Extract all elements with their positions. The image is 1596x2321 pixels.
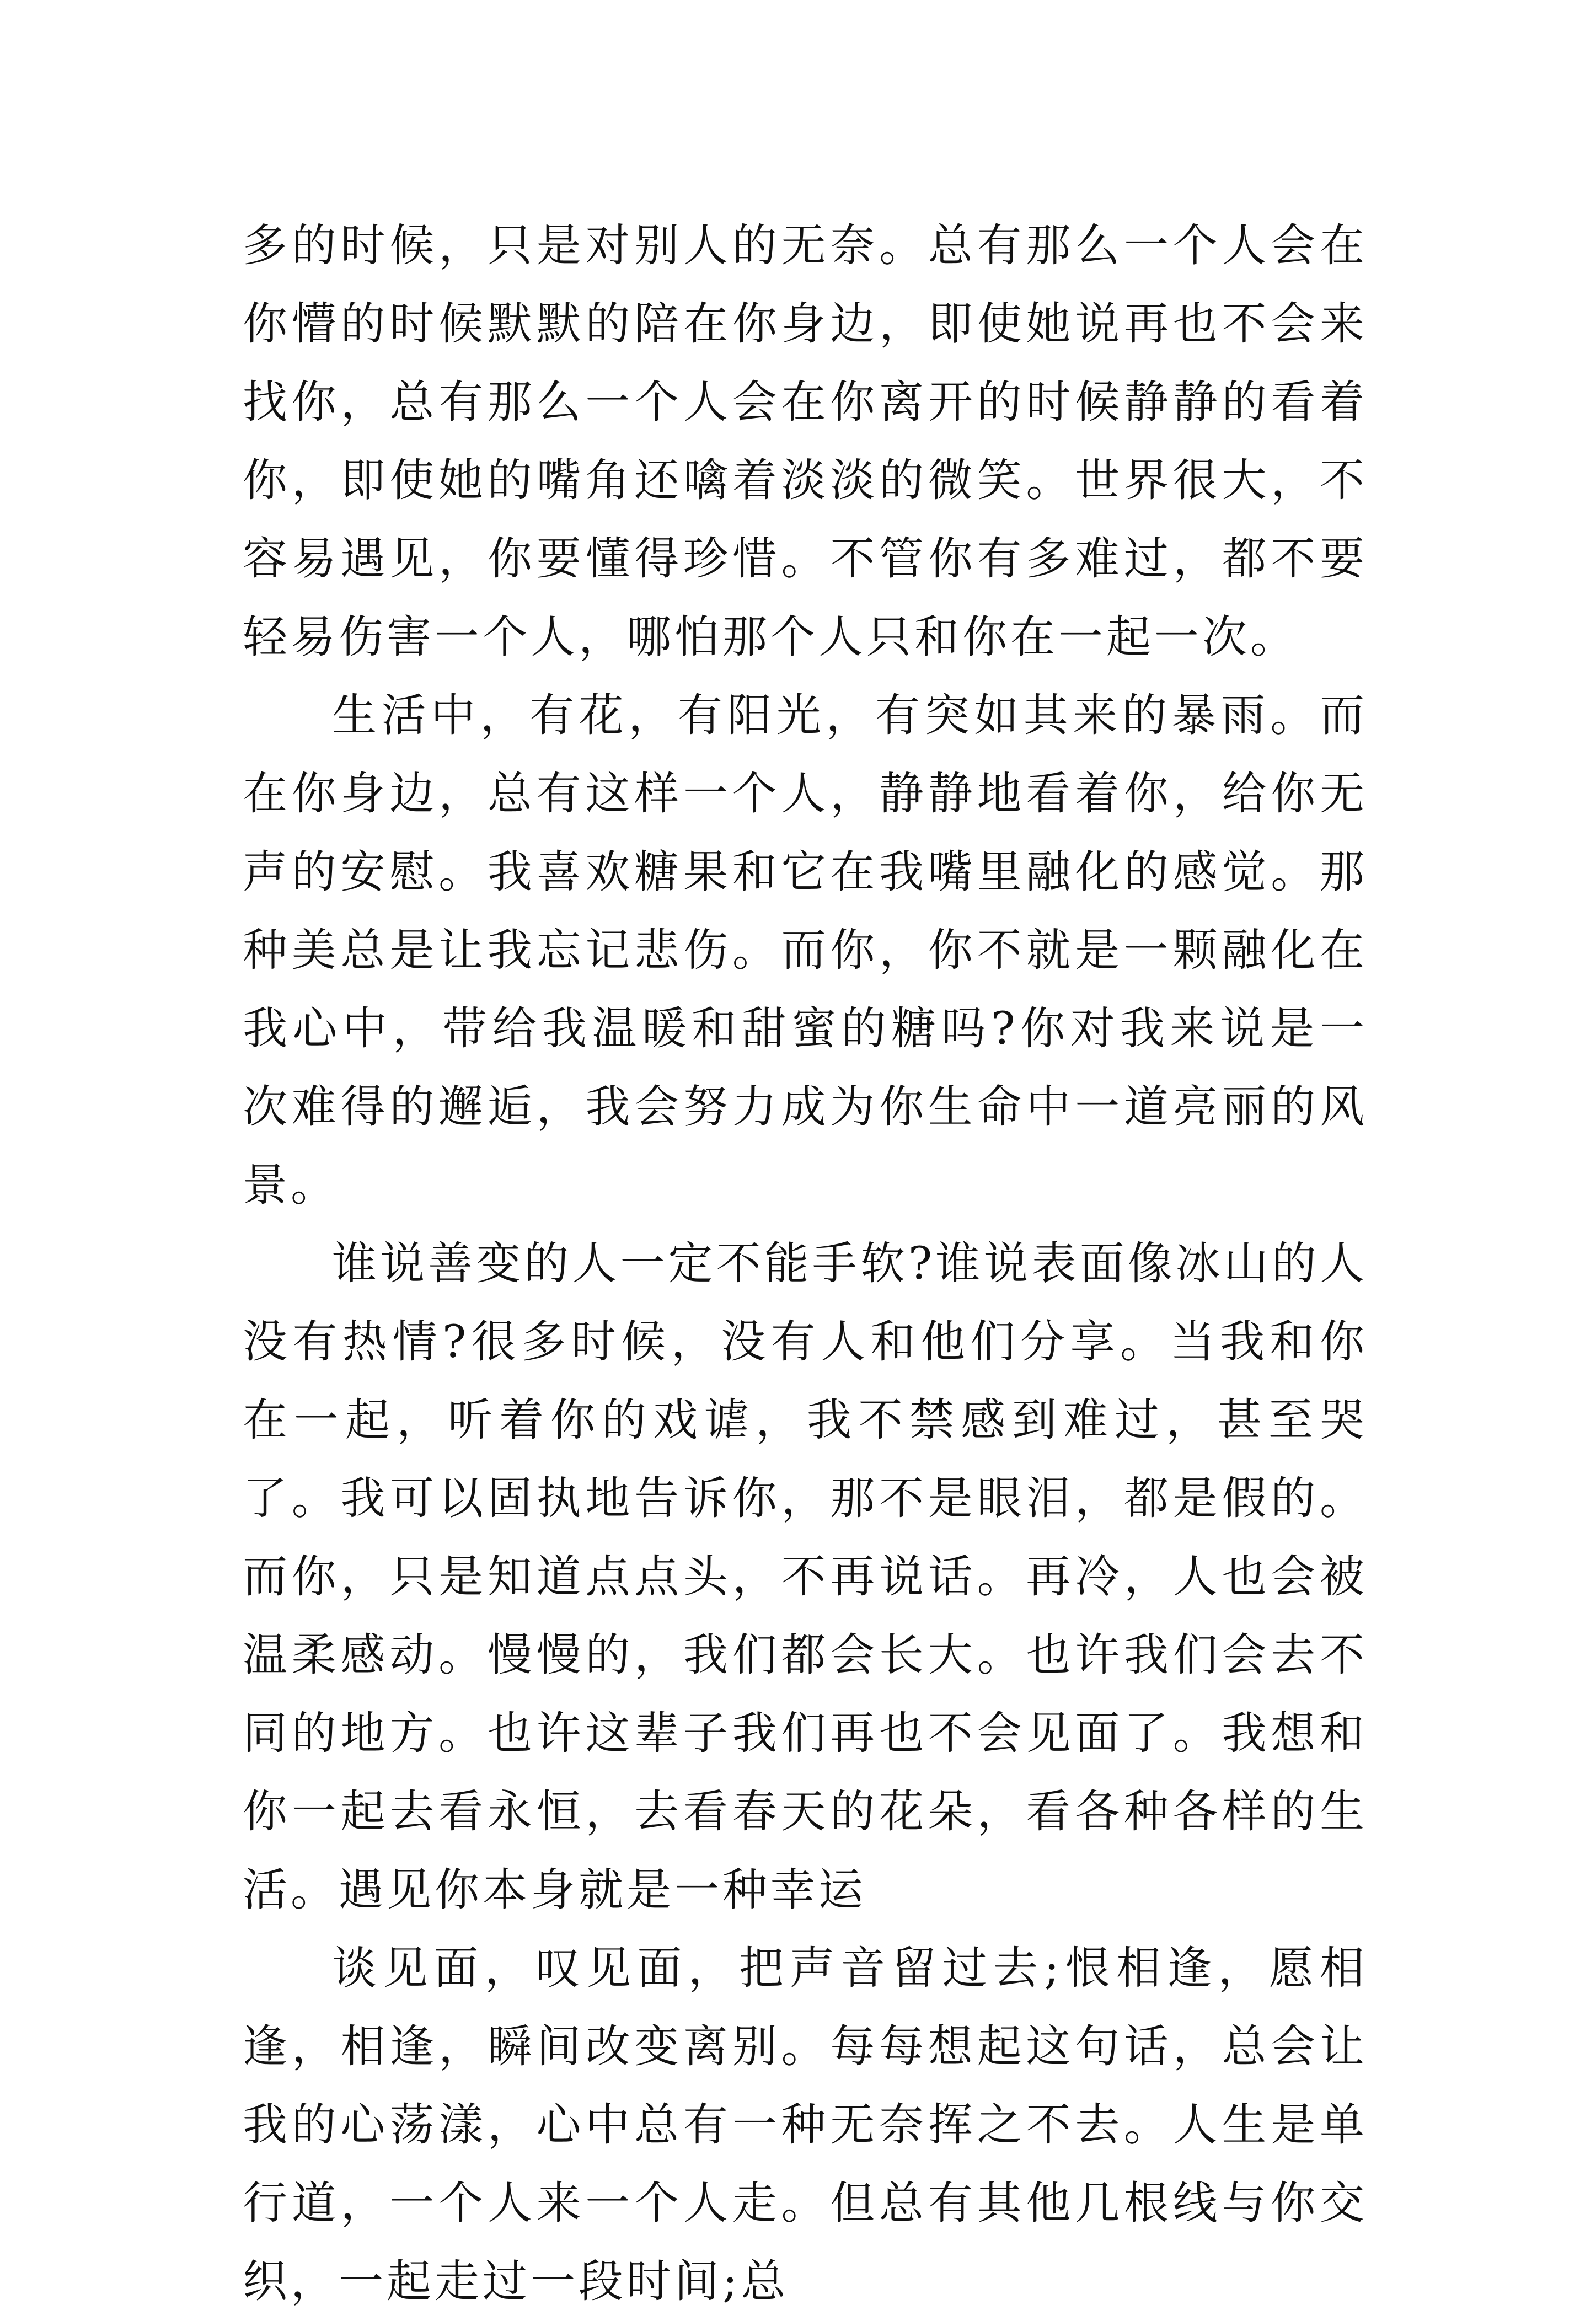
- paragraph-1: 多的时候，只是对别人的无奈。总有那么一个人会在你懵的时候默默的陪在你身边，即使她说再也不会来找你，总有那么一个人会在你离开的时候静静的看着你，即使她的嘴角还噙着淡淡的微笑。世界很大，不容易遇见，你要懂得珍惜。不管你有多难过，都不要轻易伤害一个人，哪怕那个人只和你在一起一次。: [243, 220, 1368, 663]
- paragraph-3: 谁说善变的人一定不能手软?谁说表面像冰山的人没有热情?很多时候，没有人和他们分享。当我和你在一起，听着你的戏谑，我不禁感到难过，甚至哭了。我可以固执地告诉你，那不是眼泪，都是假的。而你，只是知道点点头，不再说话。再冷，人也会被温柔感动。慢慢的，我们都会长大。也许我们会去不同的地方。也许这辈子我们再也不会见面了。我想和你一起去看永恒，去看春天的花朵，看各种各样的生活。遇见你本身就是一种幸运: [243, 1238, 1368, 1916]
- document-body: [243, 207, 1368, 2321]
- paragraph-4: 谈见面，叹见面，把声音留过去;恨相逢，愿相逢，相逢，瞬间改变离别。每每想起这句话，总会让我的心荡漾，心中总有一种无奈挥之不去。人生是单行道，一个人来一个人走。但总有其他几根线与你交织，一起走过一段时间;总: [243, 1943, 1368, 2308]
- paragraph-2: 生活中，有花，有阳光，有突如其来的暴雨。而在你身边，总有这样一个人，静静地看着你，给你无声的安慰。我喜欢糖果和它在我嘴里融化的感觉。那种美总是让我忘记悲伤。而你，你不就是一颗融化在我心中，带给我温暖和甜蜜的糖吗?你对我来说是一次难得的邂逅，我会努力成为你生命中一道亮丽的风景。: [243, 690, 1368, 1212]
